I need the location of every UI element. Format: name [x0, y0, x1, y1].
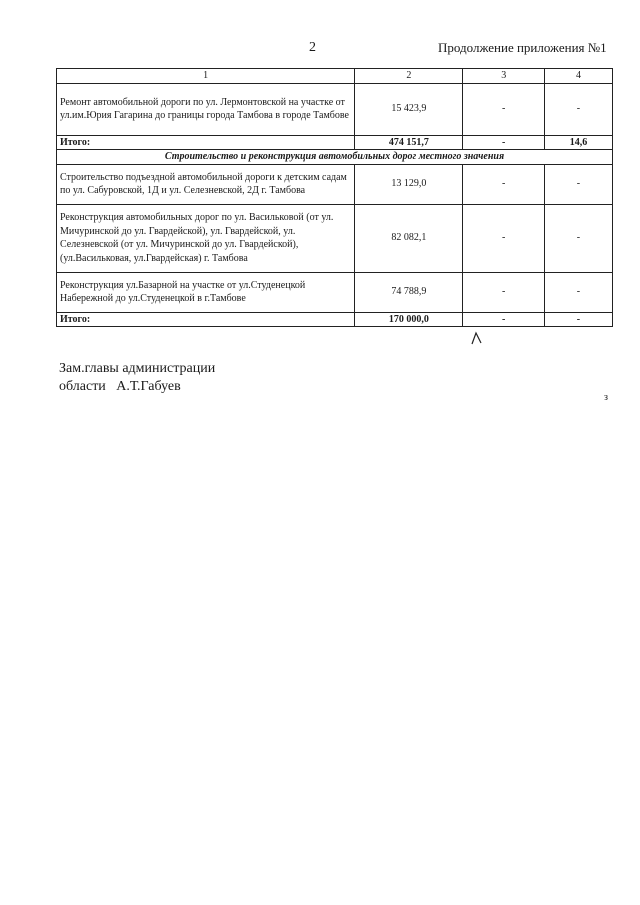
- table-row: [57, 272, 613, 312]
- total-col4: 14,6: [544, 135, 612, 150]
- row-col4: -: [544, 272, 612, 312]
- row-amount: 13 129,0: [355, 164, 463, 204]
- total-col3: -: [463, 135, 544, 150]
- total-col4: -: [544, 312, 612, 327]
- row-amount: 15 423,9: [355, 83, 463, 135]
- row-col4: -: [544, 164, 612, 204]
- row-name: Реконструкция ул.Базарной на участке от ул.Студенецкой Набережной до ул.Студенецкой в г.Тамбове: [57, 272, 355, 312]
- row-col3: -: [463, 204, 544, 272]
- row-col4: -: [544, 83, 612, 135]
- total-amount: 170 000,0: [355, 312, 463, 327]
- section-heading: Строительство и реконструкция автомобильных дорог местного значения: [57, 150, 613, 165]
- column-number-1: 1: [57, 69, 355, 84]
- row-name: Реконструкция автомобильных дорог по ул. Васильковой (от ул. Мичуринской до ул. Гвардейской), ул. Гвардейской, ул. Селезневской (от ул. Мичуринской до ул. Гвардейской), (ул.Васильковая, ул.Гвардейская) г. Тамбова: [57, 204, 355, 272]
- column-number-2: 2: [355, 69, 463, 84]
- row-amount: 74 788,9: [355, 272, 463, 312]
- total-col3: -: [463, 312, 544, 327]
- total-row: [57, 135, 613, 150]
- signature-name: области А.Т.Габуев: [59, 379, 181, 394]
- row-name: Ремонт автомобильной дороги по ул. Лермонтовской на участке от ул.им.Юрия Гагарина до границы города Тамбова в городе Тамбове: [57, 83, 355, 135]
- signature-position: Зам.главы администрации: [59, 361, 216, 376]
- column-number-row: [57, 69, 613, 84]
- total-label: Итого:: [57, 135, 355, 150]
- row-col3: -: [463, 272, 544, 312]
- column-number-3: 3: [463, 69, 544, 84]
- handwritten-tick-mark: [470, 330, 484, 346]
- appendix-label: Продолжение приложения №1: [438, 40, 607, 55]
- appendix-table: [56, 68, 613, 327]
- signature-block: [59, 360, 215, 396]
- row-col4: -: [544, 204, 612, 272]
- row-col3: -: [463, 164, 544, 204]
- page-number: 2: [309, 40, 316, 55]
- table-row: [57, 83, 613, 135]
- row-col3: -: [463, 83, 544, 135]
- section-heading-row: [57, 150, 613, 165]
- column-number-4: 4: [544, 69, 612, 84]
- table-row: [57, 164, 613, 204]
- margin-mark: з: [604, 392, 608, 403]
- row-name: Строительство подъездной автомобильной дороги к детским садам по ул. Сабуровской, 1Д и ул. Селезневской, 2Д г. Тамбова: [57, 164, 355, 204]
- row-amount: 82 082,1: [355, 204, 463, 272]
- total-amount: 474 151,7: [355, 135, 463, 150]
- total-label: Итого:: [57, 312, 355, 327]
- table-row: [57, 204, 613, 272]
- total-row: [57, 312, 613, 327]
